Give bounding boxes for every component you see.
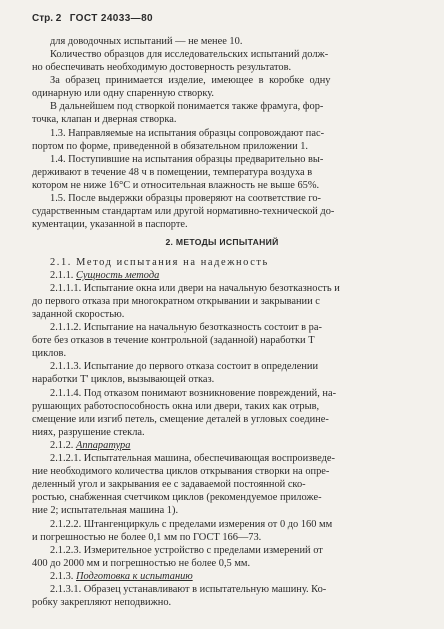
- paragraph-line: 1.4. Поступившие на испытания образцы предварительно вы-: [50, 154, 324, 165]
- paragraph-line: ниях, разрушение стекла.: [32, 427, 145, 438]
- paragraph-line: деленный угол и закрывания ее с задаваемой постоянной ско-: [32, 479, 306, 490]
- paragraph-line: Количество образцов для исследовательских испытаний долж-: [50, 49, 329, 60]
- paragraph-line: до первого отказа при многократном открывании и закрывании с: [32, 296, 320, 307]
- paragraph-line: ние необходимого количества циклов открывания створки на опре-: [32, 466, 330, 477]
- subsection-title: Подготовка к испытанию: [76, 571, 193, 582]
- paragraph-line: 1.5. После выдержки образцы проверяют на соответствие го-: [50, 193, 321, 204]
- subsection-heading: 2.1. Метод испытания на надежность: [50, 257, 269, 268]
- paragraph-line: 2.1.2.1. Испытательная машина, обеспечивающая воспроизведе-: [50, 453, 335, 464]
- paragraph-line: 2.1.3.1. Образец устанавливают в испытательную машину. Ко-: [50, 584, 327, 595]
- paragraph-line: кументации, указанной в паспорте.: [32, 219, 188, 230]
- paragraph-line: робку закрепляют неподвижно.: [32, 597, 172, 608]
- subsection-heading: [50, 439, 130, 452]
- page-header: [32, 12, 153, 25]
- paragraph-line: циклов.: [32, 348, 67, 359]
- paragraph-line: 400 до 2000 мм и погрешностью не более 0,5 мм.: [32, 558, 251, 569]
- paragraph-line: В дальнейшем под створкой понимается также фрамуга, фор-: [50, 101, 324, 112]
- paragraph-line: точка, клапан и дверная створка.: [32, 114, 177, 125]
- subsection-title: Аппаратура: [76, 440, 131, 451]
- paragraph-line: сударственным стандартам или другой нормативно-технической до-: [32, 206, 335, 217]
- paragraph-line: наработки Т' циклов, вызывающей отказ.: [32, 374, 215, 385]
- paragraph-line: 2.1.2.3. Измерительное устройство с пределами измерений от: [50, 545, 323, 556]
- paragraph-line: и погрешностью не более 0,1 мм по ГОСТ 166—73.: [32, 532, 262, 543]
- paragraph-line: смещение или изгиб петель, смещение деталей в угловых соедине-: [32, 414, 329, 425]
- paragraph-line: рушающих работоспособность окна или двери, таких как отрыв,: [32, 401, 320, 412]
- paragraph-line: держивают в течение 48 ч в помещении, температура воздуха в: [32, 167, 313, 178]
- subsection-title: Сущность метода: [76, 270, 160, 281]
- paragraph-line: одинарную или одну спаренную створку.: [32, 88, 214, 99]
- paragraph-line: 1.3. Направляемые на испытания образцы сопровождают пас-: [50, 128, 325, 139]
- standard-code: ГОСТ 24033—80: [69, 13, 154, 24]
- paragraph-line: 2.1.2.2. Штангенциркуль с пределами измерения от 0 до 160 мм: [50, 519, 333, 530]
- paragraph-line: заданной скоростью.: [32, 309, 125, 320]
- subsection-number: 2.1.3.: [50, 571, 74, 582]
- page-number: Стр. 2: [32, 13, 62, 24]
- paragraph-line: портом по форме, приведенной в обязательном приложении 1.: [32, 141, 309, 152]
- paragraph-line: ростью, снабженная счетчиком циклов (рекомендуемое приложе-: [32, 492, 322, 503]
- paragraph-line: для доводочных испытаний — не менее 10.: [50, 36, 243, 47]
- paragraph-line: За образец принимается изделие, имеющее в коробке одну: [50, 75, 331, 86]
- paragraph-line: но обеспечивать необходимую достоверность результатов.: [32, 62, 292, 73]
- paragraph-line: котором не ниже 16°С и относительная влажность не выше 65%.: [32, 180, 320, 191]
- subsection-number: 2.1.1.: [50, 270, 74, 281]
- paragraph-line: 2.1.1.2. Испытание на начальную безотказность состоит в ра-: [50, 322, 322, 333]
- subsection-heading: [50, 269, 159, 282]
- subsection-number: 2.1.2.: [50, 440, 74, 451]
- paragraph-line: ние 2; испытательная машина 1).: [32, 505, 179, 516]
- paragraph-line: 2.1.1.4. Под отказом понимают возникновение повреждений, на-: [50, 388, 337, 399]
- paragraph-line: 2.1.1.1. Испытание окна или двери на начальную безотказность и: [50, 283, 340, 294]
- section-title: 2. МЕТОДЫ ИСПЫТАНИЙ: [165, 237, 279, 247]
- subsection-heading: [50, 570, 193, 583]
- paragraph-line: боте без отказов в течение контрольной (заданной) наработки Т: [32, 335, 315, 346]
- paragraph-line: 2.1.1.3. Испытание до первого отказа состоит в определении: [50, 361, 319, 372]
